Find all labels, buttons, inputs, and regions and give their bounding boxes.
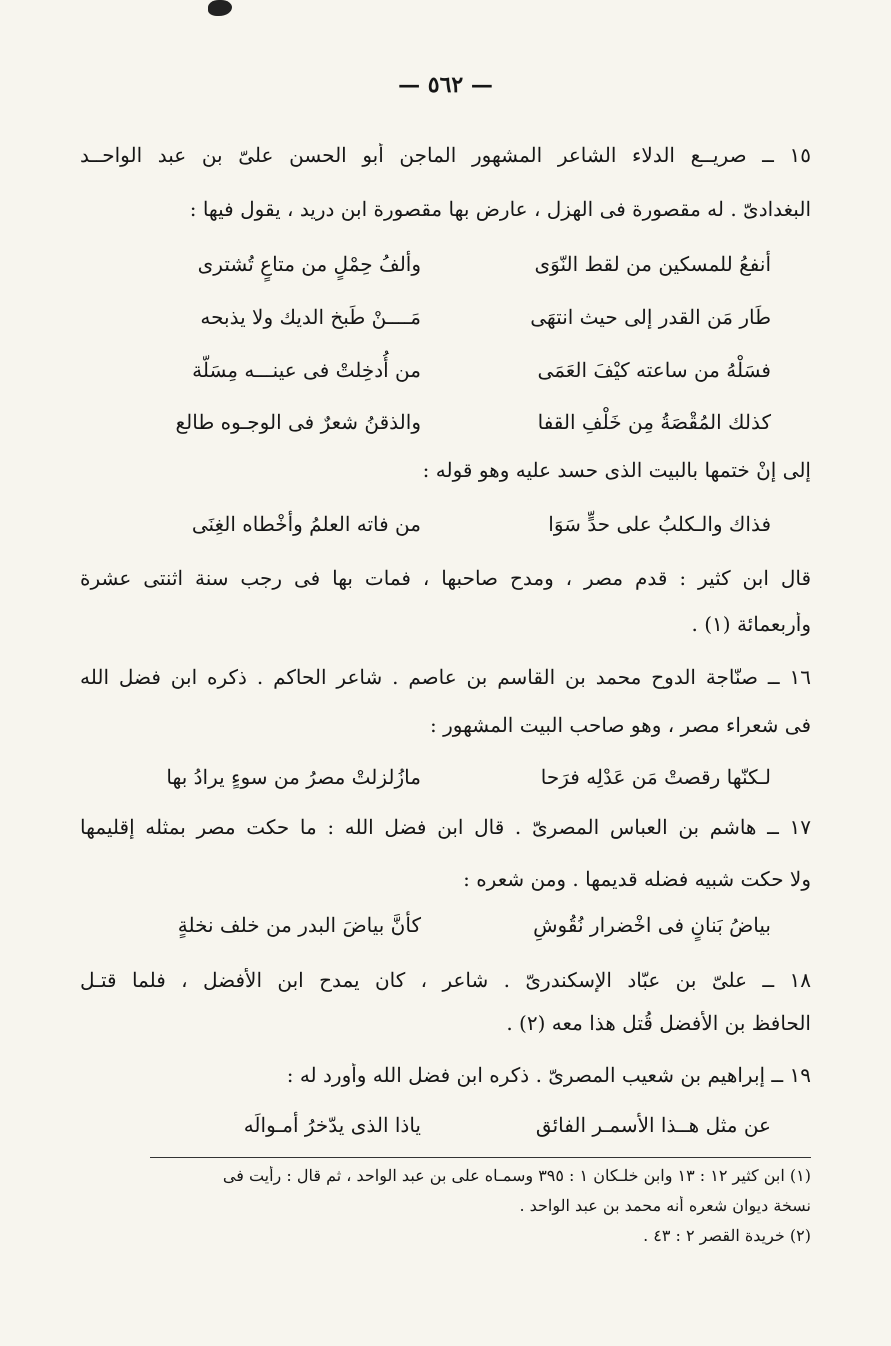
entry-19: ١٩ ــ إبراهيم بن شعيب المصرىّ . ذكره ابن فضل الله وأورد له :: [286, 1063, 811, 1087]
verse-15-3-first-hemistich: فسَلْهُ من ساعته كيْفَ العَمَى: [537, 358, 771, 382]
footnote-separator: [150, 1157, 811, 1158]
page-number: — ٥٦٢ —: [398, 72, 493, 98]
verse-16-first-hemistich: لـكنّها رقصتْ مَن عَدْلِه فرَحا: [540, 765, 771, 789]
entry-16-line-1: ١٦ ــ صنّاجة الدوح محمد بن القاسم بن عاصم . شاعر الحاكم . ذكره ابن فضل الله: [80, 665, 811, 689]
entry-16-line-2: فى شعراء مصر ، وهو صاحب البيت المشهور :: [429, 713, 811, 737]
verse-15-3-second-hemistich: من أُدخِلتْ فى عينـــه مِسَلّة: [192, 358, 421, 382]
ibn-kathir-line-2: وأربعمائة (١) .: [691, 612, 811, 636]
entry-18-line-1: ١٨ ــ علىّ بن عبّاد الإسكندرىّ . شاعر ، كان يمدح ابن الأفضل ، فلما قتـل: [80, 968, 811, 992]
verse-15-1-second-hemistich: وألفُ حِمْلٍ من متاعٍ تُشترى: [197, 252, 421, 276]
verse-15-2-second-hemistich: مَــــنْ طَبخ الديك ولا يذبحه: [200, 305, 421, 329]
footnote-2: (٢) خريدة القصر ٢ : ٤٣ .: [643, 1226, 811, 1245]
entry-15-line-1: ١٥ ــ صريــع الدلاء الشاعر المشهور الماجن أبو الحسن علىّ بن عبد الواحــد: [80, 143, 811, 167]
entry-17-line-2: ولا حكت شبيه فضله قديمها . ومن شعره :: [463, 867, 811, 891]
footnote-1-line-1: (١) ابن كثير ١٢ : ١٣ وابن خلـكان ١ : ٣٩٥ وسمـاه على بن عبد الواحد ، ثم قال : رأيت فى: [222, 1166, 811, 1185]
ibn-kathir-line-1: قال ابن كثير : قدم مصر ، ومدح صاحبها ، فمات بها فى رجب سنة اثنتى عشرة: [80, 566, 811, 590]
verse-17-first-hemistich: بياضُ بَنانٍ فى اخْضرار نُقُوشِ: [533, 913, 771, 937]
famous-verse-first-hemistich: فذاك والـكلبُ على حدٍّ سَوَا: [548, 512, 771, 536]
verse-19-second-hemistich: ياذا الذى يدّخرُ أمـوالَه: [243, 1113, 421, 1137]
verse-16-second-hemistich: مازُلزلتْ مصرُ من سوءٍ يرادُ بها: [166, 765, 421, 789]
entry-18-line-2: الحافظ بن الأفضل قُتل هذا معه (٢) .: [506, 1011, 811, 1035]
verse-19-first-hemistich: عن مثل هــذا الأسمـر الفائق: [535, 1113, 771, 1137]
verse-15-1-first-hemistich: أنفعُ للمسكين من لقط النّوَى: [534, 252, 771, 276]
verse-15-4-first-hemistich: كذلك المُقْصَةُ مِن خَلْفِ القفا: [537, 410, 771, 434]
entry-15-line-2: البغدادىّ . له مقصورة فى الهزل ، عارض بها مقصورة ابن دريد ، يقول فيها :: [189, 197, 811, 221]
ink-blot: [208, 0, 232, 16]
verse-15-2-first-hemistich: طَار مَن القدر إلى حيث انتهَى: [530, 305, 771, 329]
verse-17-second-hemistich: كأنَّ بياضَ البدر من خلف نخلةٍ: [177, 913, 421, 937]
footnote-1-line-2: نسخة ديوان شعره أنه محمد بن عبد الواحد .: [519, 1196, 811, 1215]
verse-15-4-second-hemistich: والذقنُ شعرٌ فى الوجـوه طالع: [175, 410, 421, 434]
famous-verse-second-hemistich: من فاته العلمُ وأخْطاه الغِنَى: [191, 512, 421, 536]
entry-17-line-1: ١٧ ــ هاشم بن العباس المصرىّ . قال ابن فضل الله : ما حكت مصر بمثله إقليمها: [80, 815, 811, 839]
after-verses-15: إلى إنْ ختمها بالبيت الذى حسد عليه وهو قوله :: [422, 458, 811, 482]
